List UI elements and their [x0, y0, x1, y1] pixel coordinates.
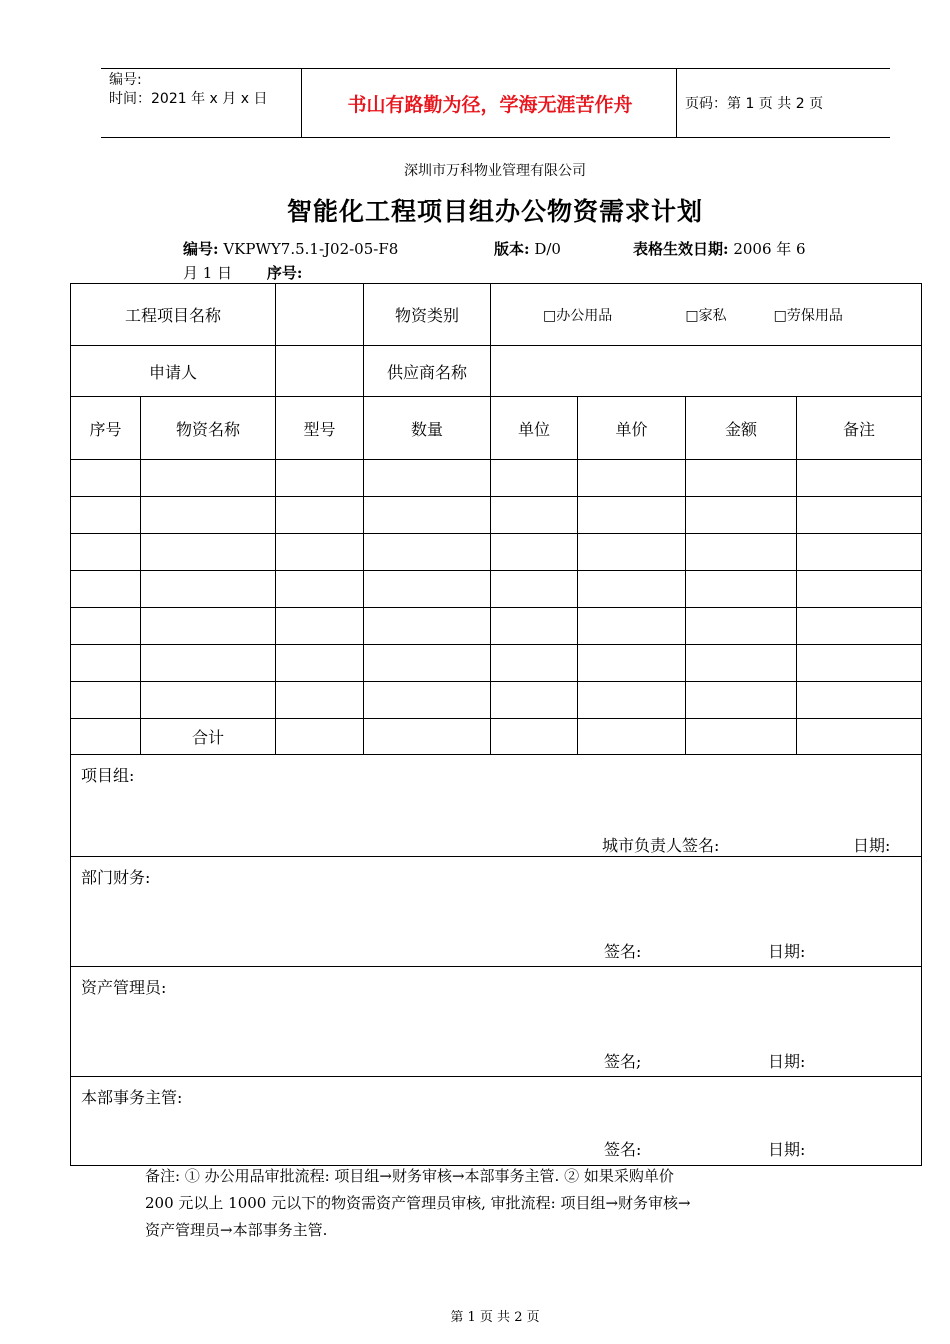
- item-row: [71, 682, 922, 719]
- item-cell[interactable]: [686, 645, 797, 682]
- item-row: [71, 645, 922, 682]
- approval-title: 项目组:: [81, 766, 135, 785]
- applicant-label: 申请人: [71, 346, 276, 397]
- sign-label: 城市负责人签名:: [602, 836, 720, 855]
- item-cell[interactable]: [364, 645, 491, 682]
- item-cell[interactable]: [276, 682, 364, 719]
- item-cell[interactable]: [797, 571, 922, 608]
- item-cell[interactable]: [491, 534, 578, 571]
- total-cell[interactable]: [686, 719, 797, 755]
- project-name-label: 工程项目名称: [71, 284, 276, 346]
- effective-label: 表格生效日期:: [633, 240, 729, 258]
- item-cell[interactable]: [276, 608, 364, 645]
- item-cell[interactable]: [797, 608, 922, 645]
- page-info: 页码：第 1 页 共 2 页: [685, 96, 824, 112]
- item-cell[interactable]: [276, 460, 364, 497]
- page-footer: 第 1 页 共 2 页: [450, 1310, 540, 1325]
- date-label: 日期:: [768, 1052, 806, 1071]
- remarks-line: 200 元以上 1000 元以下的物资需资产管理员审核, 审批流程: 项目组→财务审核→: [145, 1194, 691, 1212]
- code-value: VKPWY7.5.1-J02-05-F8: [223, 240, 399, 258]
- effective-line-2: [183, 262, 302, 283]
- checkbox-office-supplies[interactable]: □办公用品: [543, 307, 613, 324]
- approval-affairs-supervisor[interactable]: [71, 1077, 922, 1166]
- item-cell[interactable]: [491, 460, 578, 497]
- item-cell[interactable]: [141, 608, 276, 645]
- item-cell[interactable]: [276, 497, 364, 534]
- item-cell[interactable]: [686, 534, 797, 571]
- item-cell[interactable]: [141, 645, 276, 682]
- checkbox-labor-protection[interactable]: □劳保用品: [773, 307, 843, 324]
- date-label: 日期:: [768, 942, 806, 961]
- item-cell[interactable]: [578, 497, 686, 534]
- item-cell[interactable]: [364, 460, 491, 497]
- approval-section: [71, 755, 922, 857]
- item-cell[interactable]: [686, 608, 797, 645]
- item-cell[interactable]: [364, 497, 491, 534]
- item-row: [71, 608, 922, 645]
- item-cell[interactable]: [797, 497, 922, 534]
- header-info: [109, 71, 267, 109]
- date-label: 日期:: [768, 1140, 806, 1159]
- col-header: 物资名称: [141, 397, 276, 460]
- column-header-row: [71, 397, 922, 460]
- item-cell[interactable]: [686, 460, 797, 497]
- item-cell[interactable]: [797, 645, 922, 682]
- project-row: [71, 284, 922, 346]
- col-header: 金额: [686, 397, 797, 460]
- item-cell[interactable]: [71, 460, 141, 497]
- item-cell[interactable]: [141, 571, 276, 608]
- item-cell[interactable]: [71, 571, 141, 608]
- effective-line: [633, 238, 806, 259]
- col-header: 单价: [578, 397, 686, 460]
- col-header: 序号: [71, 397, 141, 460]
- col-header: 备注: [797, 397, 922, 460]
- version-line: [494, 238, 561, 259]
- item-cell[interactable]: [276, 571, 364, 608]
- item-cell[interactable]: [686, 497, 797, 534]
- effective-value-cont: 月 1 日: [183, 264, 233, 282]
- item-cell[interactable]: [364, 682, 491, 719]
- approval-section: [71, 857, 922, 967]
- header-divider: [301, 69, 302, 137]
- serial-label: 编号:: [109, 72, 142, 88]
- form-title: 智能化工程项目组办公物资需求计划: [286, 197, 703, 226]
- item-cell[interactable]: [71, 682, 141, 719]
- total-cell[interactable]: [71, 719, 141, 755]
- item-cell[interactable]: [797, 534, 922, 571]
- item-row: [71, 571, 922, 608]
- item-cell[interactable]: [491, 608, 578, 645]
- item-cell[interactable]: [71, 645, 141, 682]
- remarks: [145, 1163, 865, 1244]
- item-cell[interactable]: [578, 608, 686, 645]
- supplier-label: 供应商名称: [364, 346, 491, 397]
- sign-label: 签名;: [604, 1052, 642, 1071]
- item-cell[interactable]: [71, 497, 141, 534]
- item-cell[interactable]: [141, 460, 276, 497]
- supplier-field[interactable]: [491, 346, 922, 397]
- item-cell[interactable]: [491, 682, 578, 719]
- code-label: 编号:: [183, 240, 219, 258]
- item-cell[interactable]: [141, 497, 276, 534]
- approval-title: 资产管理员:: [81, 978, 167, 997]
- col-header: 型号: [276, 397, 364, 460]
- date-label: 日期:: [853, 836, 891, 855]
- item-cell[interactable]: [578, 682, 686, 719]
- item-cell[interactable]: [686, 571, 797, 608]
- sign-label: 签名:: [604, 1140, 642, 1159]
- checkbox-furniture[interactable]: □家私: [685, 307, 727, 324]
- seq-label: 序号:: [266, 264, 303, 282]
- item-cell[interactable]: [686, 682, 797, 719]
- item-cell[interactable]: [491, 497, 578, 534]
- sign-label: 签名:: [604, 942, 642, 961]
- project-name-field[interactable]: [276, 284, 364, 346]
- item-cell[interactable]: [578, 645, 686, 682]
- applicant-row: [71, 346, 922, 397]
- version-label: 版本:: [494, 240, 530, 258]
- total-cell[interactable]: [491, 719, 578, 755]
- item-cell[interactable]: [276, 534, 364, 571]
- item-row: [71, 534, 922, 571]
- item-cell[interactable]: [797, 460, 922, 497]
- version-value: D/0: [534, 240, 561, 258]
- item-cell[interactable]: [71, 534, 141, 571]
- approval-project-group[interactable]: [71, 755, 922, 857]
- category-label: 物资类别: [364, 284, 491, 346]
- item-cell[interactable]: [364, 608, 491, 645]
- applicant-field[interactable]: [276, 346, 364, 397]
- item-cell[interactable]: [141, 534, 276, 571]
- category-options: [491, 284, 922, 346]
- item-cell[interactable]: [71, 608, 141, 645]
- item-cell[interactable]: [578, 571, 686, 608]
- effective-value: 2006 年 6: [733, 240, 806, 258]
- code-line: [183, 238, 398, 259]
- item-rows: [71, 460, 922, 719]
- item-cell[interactable]: [141, 682, 276, 719]
- approval-section: [71, 1077, 922, 1166]
- item-row: [71, 497, 922, 534]
- item-cell[interactable]: [364, 571, 491, 608]
- col-header: 数量: [364, 397, 491, 460]
- item-cell[interactable]: [364, 534, 491, 571]
- motto: 书山有路勤为径，学海无涯苦作舟: [347, 93, 633, 116]
- company-name: 深圳市万科物业管理有限公司: [404, 163, 586, 179]
- item-cell[interactable]: [578, 534, 686, 571]
- approval-asset-manager[interactable]: [71, 967, 922, 1077]
- total-cell[interactable]: [578, 719, 686, 755]
- total-cell[interactable]: [276, 719, 364, 755]
- item-cell[interactable]: [578, 460, 686, 497]
- total-row: [71, 719, 922, 755]
- approval-department-finance[interactable]: [71, 857, 922, 967]
- item-cell[interactable]: [276, 645, 364, 682]
- total-cell[interactable]: [364, 719, 491, 755]
- item-cell[interactable]: [797, 682, 922, 719]
- col-header: 单位: [491, 397, 578, 460]
- remarks-line: 备注: ① 办公用品审批流程: 项目组→财务审核→本部事务主管. ② 如果采购单价: [145, 1167, 674, 1185]
- time-label: 时间：2021 年 x 月 x 日: [109, 91, 268, 107]
- approval-title: 部门财务:: [81, 868, 151, 887]
- item-cell[interactable]: [491, 645, 578, 682]
- item-row: [71, 460, 922, 497]
- total-cell[interactable]: [797, 719, 922, 755]
- total-label: 合计: [141, 719, 276, 755]
- requisition-form: [70, 283, 922, 1166]
- remarks-line: 资产管理员→本部事务主管.: [145, 1221, 328, 1239]
- approval-title: 本部事务主管:: [81, 1088, 183, 1107]
- approval-section: [71, 967, 922, 1077]
- page-header: [101, 68, 890, 138]
- item-cell[interactable]: [491, 571, 578, 608]
